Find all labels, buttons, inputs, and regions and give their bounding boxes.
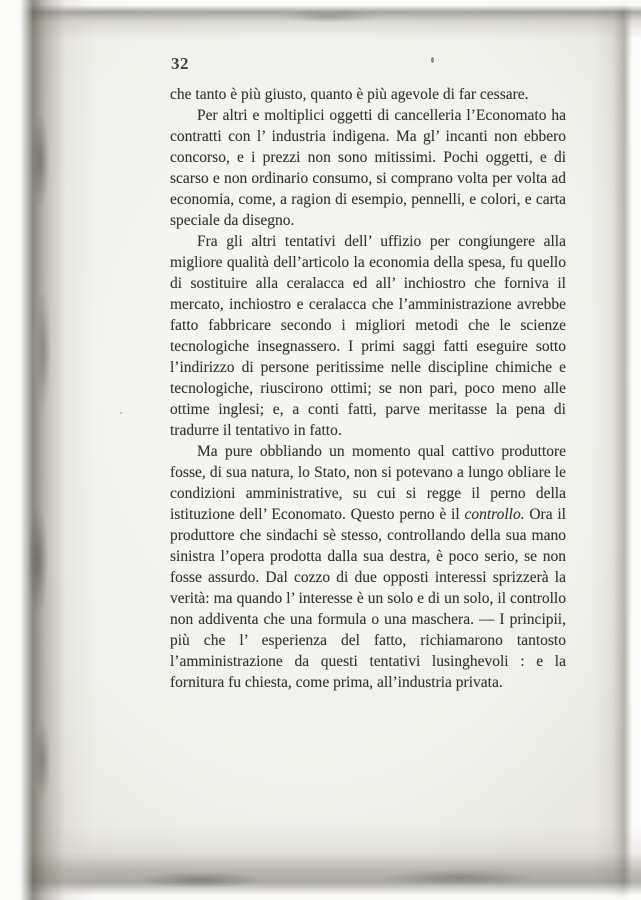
text-block [170,84,566,693]
paragraph [170,84,566,105]
italic-text: controllo. [464,506,525,523]
text-segment: Per altri e moltiplici oggetti di cancelleria l’Economato ha contratti con l’ industria indigena. Ma gl’ incanti non ebbero concorso, e i prezzi non sono mitissimi. Pochi oggetti, e di scarso e non ordinario consumo, si comprano volta per volta ad economia, come, a ragion di esempio, pennelli, e colori, e carta speciale da disegno. [170,107,566,229]
text-segment: Fra gli altri tentativi dell’ uffizio per congiungere alla migliore qualità dell’articolo la economia della spesa, fu quello di sostituire alla ceralacca ed all’ inchiostro che forniva il mercato, inchiostro e ceralacca che l’amministrazione avrebbe fatto fabbricare secondo i migliori metodi che le scienze tecnologiche insegnassero. I primi saggi fatti eseguire sotto l’indirizzo di persone peritissime nelle discipline chimiche e tecnologiche, riuscirono ottimi; se non pari, poco meno alle ottime inglesi; e, a conti fatti, parve meritasse la pena di tradurre il tentativo in fatto. [170,233,566,439]
page-number: 32 [171,54,189,73]
scan-speck [120,412,122,414]
paragraph [170,105,566,231]
paragraph [170,231,566,441]
text-segment: che tanto è più giusto, quanto è più agevole di far cessare. [170,86,529,103]
text-segment: Ma pure obbliando un momento qual cattivo produttore fosse, di sua natura, lo Stato, non si potevano a lungo obliare le condizioni amministrative, su cui si regge il perno della istituzione dell’ Economato. Questo perno è il [170,443,566,523]
text-segment: Ora il produttore che sindachi sè stesso, controllando della sua mano sinistra l’opera prodotta dalla sua destra, è poco serio, se non fosse assurdo. Dal cozzo di due opposti interessi sprizzerà la verità: ma quando l’ interesse è un solo e di un solo, il controllo non addiventa che una formula o una maschera. — I principii, più che l’ esperienza del fatto, richiamarono tantosto l’amministrazione da questi tentativi lusinghevoli : e la fornitura fu chiesta, come prima, all’industria privata. [170,506,566,691]
paragraph [170,441,566,693]
scan-speck [431,57,434,63]
